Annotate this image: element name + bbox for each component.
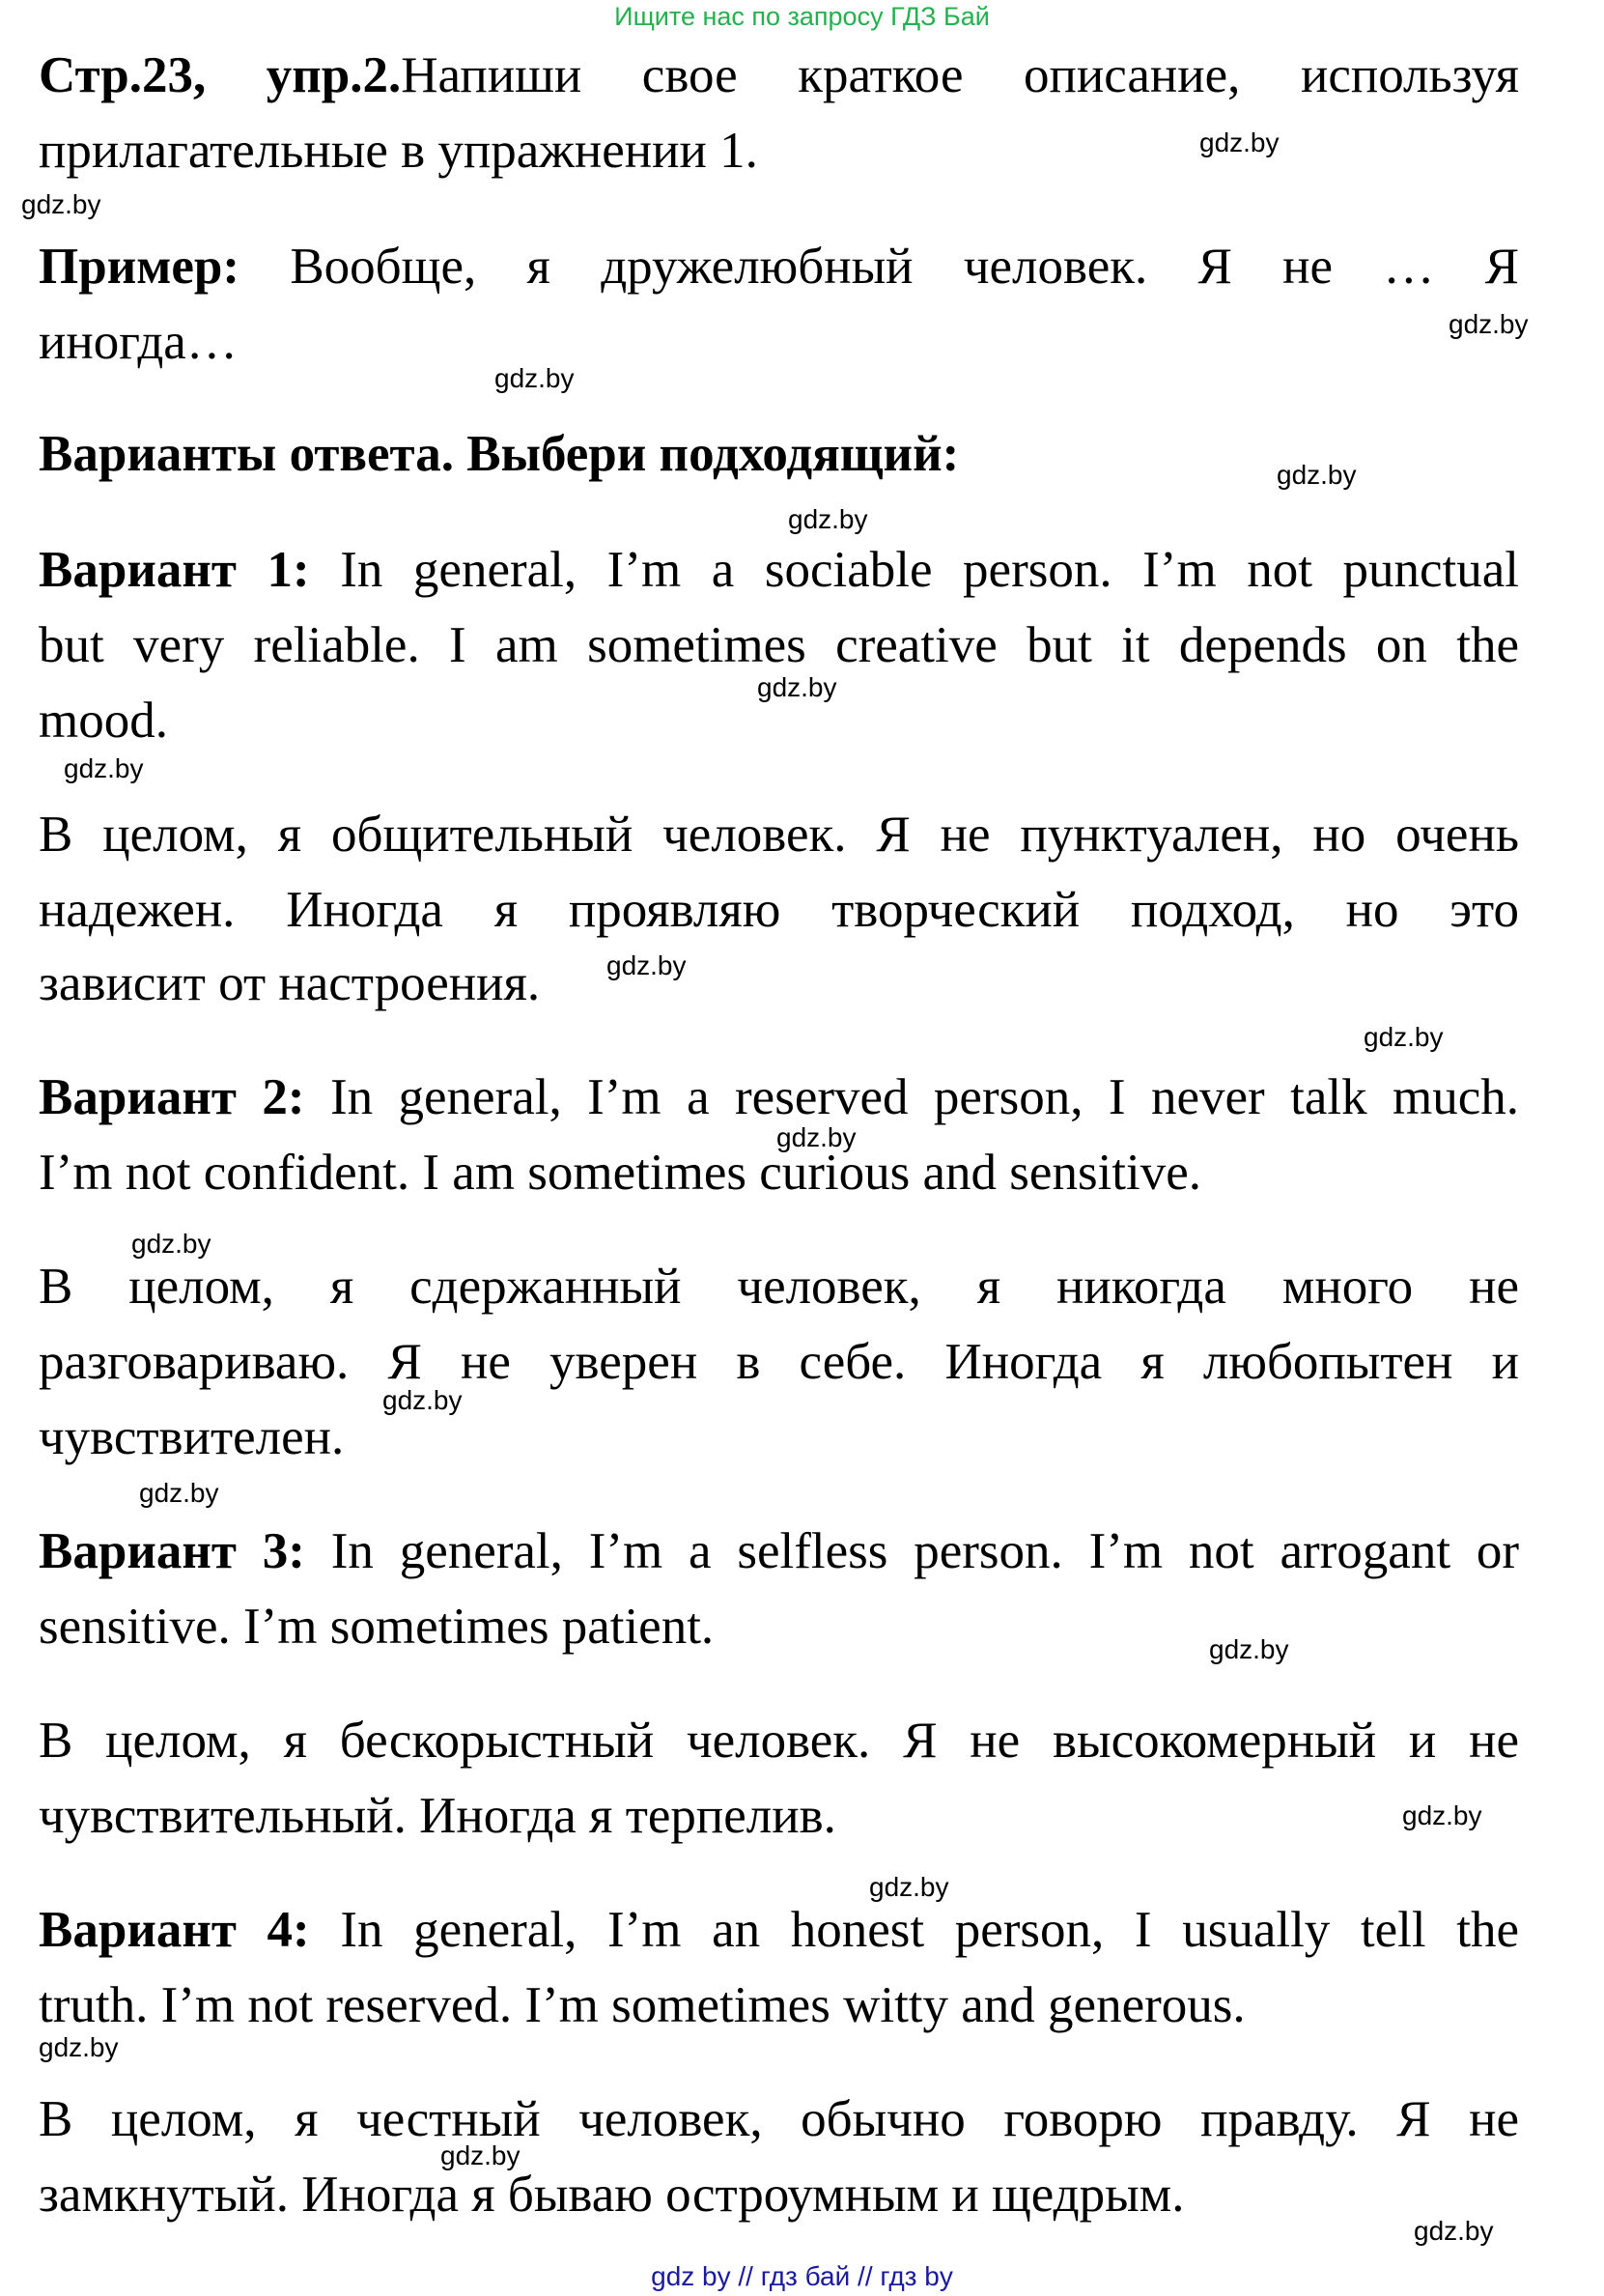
- watermark: gdz.by: [139, 1478, 219, 1508]
- variant-4-ru-line-1: [39, 2090, 1519, 2148]
- variant-3-en-line-1: [39, 1522, 1519, 1580]
- example-line-1: [39, 238, 1519, 296]
- watermark: gdz.by: [757, 672, 837, 702]
- variant-2-ru-text-3: чувствителен.: [39, 1409, 345, 1465]
- variant-3-ru-text-2: чувствительный. Иногда я терпелив.: [39, 1788, 836, 1844]
- task-line-2: [39, 122, 1519, 180]
- variant-1-ru-text-2: надежен. Иногда я проявляю творческий подход, но это: [39, 882, 1519, 938]
- variant-4-en-line-2: [39, 1976, 1519, 2034]
- task-label: Стр.23, упр.2.: [39, 47, 402, 103]
- variant-3-label: Вариант 3:: [39, 1523, 305, 1579]
- variant-2-en-text-1: In general, I’m a reserved person, I never talk much.: [329, 1069, 1519, 1125]
- variant-2-ru-text-1: В целом, я сдержанный человек, я никогда много не: [39, 1259, 1519, 1315]
- variant-4-en-line-1: [39, 1901, 1519, 1959]
- example-text-2: иногда…: [39, 314, 238, 370]
- variant-2-label: Вариант 2:: [39, 1069, 305, 1125]
- variant-2-ru-line-2: [39, 1333, 1519, 1391]
- variant-4-en-text-1: In general, I’m an honest person, I usually tell the: [340, 1902, 1520, 1958]
- variant-4-ru-text-2: замкнутый. Иногда я бываю остроумным и щедрым.: [39, 2167, 1185, 2223]
- variant-1-label: Вариант 1:: [39, 542, 310, 598]
- variant-1-en-text-1: In general, I’m a sociable person. I’m not punctual: [340, 542, 1520, 598]
- variant-1-en-line-2: [39, 616, 1519, 674]
- watermark: gdz.by: [1449, 309, 1529, 339]
- variant-2-ru-line-1: [39, 1258, 1519, 1316]
- variant-4-label: Вариант 4:: [39, 1902, 310, 1958]
- watermark: gdz.by: [1199, 128, 1280, 157]
- variant-4-ru-text-1: В целом, я честный человек, обычно говорю правду. Я не: [39, 2091, 1519, 2147]
- watermark: gdz.by: [131, 1229, 211, 1259]
- variant-1-ru-text-3: зависит от настроения.: [39, 955, 541, 1011]
- watermark: gdz.by: [606, 950, 687, 980]
- variant-4-en-text-2: truth. I’m not reserved. I’m sometimes witty and generous.: [39, 1977, 1246, 2033]
- variant-3-en-text-1: In general, I’m a selfless person. I’m not arrogant or: [330, 1523, 1520, 1579]
- variant-1-ru-line-1: [39, 806, 1519, 864]
- variant-2-en-text-2: I’m not confident. I am sometimes curious and sensitive.: [39, 1145, 1202, 1201]
- watermark: gdz.by: [788, 504, 868, 534]
- variant-1-en-line-1: [39, 541, 1519, 599]
- watermark: gdz.by: [440, 2140, 521, 2170]
- variant-1-en-text-3: mood.: [39, 693, 168, 749]
- example-line-2: [39, 313, 1519, 371]
- variant-1-ru-line-2: [39, 881, 1519, 939]
- watermark: gdz.by: [1402, 1800, 1482, 1830]
- variant-1-ru-line-3: [39, 954, 1519, 1012]
- watermark: gdz.by: [1277, 460, 1357, 490]
- task-text-2: прилагательные в упражнении 1.: [39, 123, 758, 179]
- variant-3-en-text-2: sensitive. I’m sometimes patient.: [39, 1599, 715, 1655]
- top-banner: Ищите нас по запросу ГДЗ Бай: [614, 2, 990, 31]
- watermark: gdz.by: [494, 363, 575, 393]
- example-label: Пример:: [39, 239, 239, 295]
- watermark: gdz.by: [382, 1385, 463, 1415]
- watermark: gdz.by: [776, 1122, 857, 1152]
- variant-2-ru-line-3: [39, 1408, 1519, 1466]
- choose-heading-text: Варианты ответа. Выбери подходящий:: [39, 426, 960, 482]
- variant-3-en-line-2: [39, 1598, 1519, 1656]
- variant-2-en-line-1: [39, 1068, 1519, 1126]
- variant-1-ru-text-1: В целом, я общительный человек. Я не пунктуален, но очень: [39, 807, 1519, 863]
- watermark: gdz.by: [1414, 2216, 1494, 2246]
- watermark: gdz.by: [21, 189, 101, 219]
- variant-2-ru-text-2: разговариваю. Я не уверен в себе. Иногда я любопытен и: [39, 1334, 1519, 1390]
- variant-3-ru-line-2: [39, 1787, 1519, 1845]
- variant-3-ru-line-1: [39, 1712, 1519, 1770]
- task-line-1: [39, 46, 1519, 104]
- watermark: gdz.by: [1209, 1634, 1289, 1664]
- footer: gdz by // гдз бай // гдз by: [651, 2261, 953, 2291]
- watermark: gdz.by: [869, 1872, 949, 1902]
- variant-3-ru-text-1: В целом, я бескорыстный человек. Я не высокомерный и не: [39, 1713, 1519, 1769]
- watermark: gdz.by: [39, 2032, 119, 2062]
- example-text-1: Вообще, я дружелюбный человек. Я не … Я: [290, 239, 1520, 295]
- variant-1-en-text-2: but very reliable. I am sometimes creative but it depends on the: [39, 617, 1519, 673]
- watermark: gdz.by: [1364, 1022, 1444, 1052]
- watermark: gdz.by: [64, 753, 144, 783]
- task-text-1: Напиши свое краткое описание, используя: [401, 47, 1520, 103]
- variant-4-ru-line-2: [39, 2166, 1519, 2224]
